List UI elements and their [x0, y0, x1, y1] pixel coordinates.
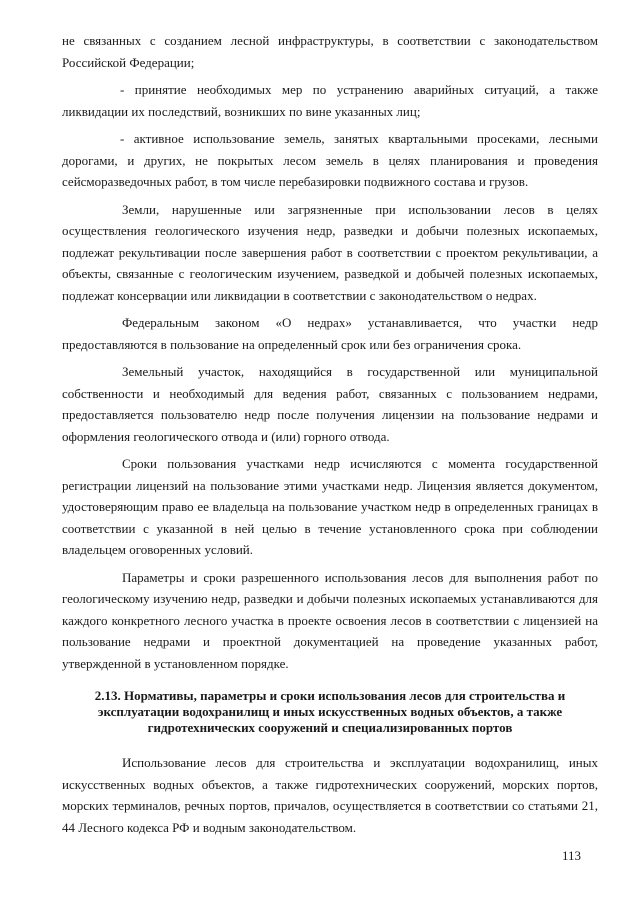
paragraph-license-terms: Сроки пользования участками недр исчисляются с момента государственной регистрации лицензий на пользование этими участками недр. Лицензия является документом, удостоверяющим право ее владельца на пользование участком недр в определенных границах в соответствии с указанной в ней целью в течение установленного срока при соблюдении владельцем оговоренных условий. — [62, 456, 598, 557]
list-item-land-use: - активное использование земель, занятых квартальными просеками, лесными дорогами, и других, не покрытых лесом земель в целях планирования и проведения сейсморазведочных работ, в том числе перебазировки подвижного состава и грузов. — [62, 131, 598, 189]
paragraph-reservoirs: Использование лесов для строительства и эксплуатации водохранилищ, иных искусственных водных объектов, а также гидротехнических сооружений, морских портов, морских терминалов, речных портов, причалов, осуществляется в соответствии со статьями 21, 44 Лесного кодекса РФ и водным законодательством. — [62, 755, 598, 835]
paragraph-recultivation: Земли, нарушенные или загрязненные при использовании лесов в целях осуществления геологического изучения недр, разведки и добычи полезных ископаемых, подлежат рекультивации после завершения работ в соответствии с проектом рекультивации, а объекты, связанные с геологическим изучением, разведкой и добычей полезных ископаемых, подлежат консервации или ликвидации в соответствии с законодательством о недрах. — [62, 201, 598, 303]
paragraph-parameters: Параметры и сроки разрешенного использования лесов для выполнения работ по геологическому изучению недр, разведки и добычи полезных ископаемых устанавливаются для каждого конкретного лесного участка в проекте освоения лесов в соответствии с лицензией на пользование недрами и проектной документацией на проведение указанных работ, утвержденной в установленном порядке. — [62, 569, 598, 671]
page-content — [62, 30, 598, 844]
list-item-emergency-measures: - принятие необходимых мер по устранению аварийных ситуаций, а также ликвидации их последствий, возникших по вине указанных лиц; — [62, 82, 598, 119]
page-number: 113 — [562, 848, 582, 863]
paragraph-subsoil-law: Федеральным законом «О недрах» устанавливается, что участки недр предоставляются в пользование на определенный срок или без ограничения срока. — [62, 315, 598, 352]
paragraph-land-plot: Земельный участок, находящийся в государственной или муниципальной собственности и необходимый для ведения работ, связанных с пользованием недрами, предоставляется пользователю недр после получения лицензии на пользование недрами и оформления геологического отвода и (или) горного отвода. — [62, 364, 598, 444]
paragraph-continuation: не связанных с созданием лесной инфраструктуры, в соответствии с законодательством Российской Федерации; — [62, 33, 598, 70]
section-heading: 2.13. Нормативы, параметры и сроки использования лесов для строительства и эксплуатации водохранилищ и иных искусственных водных объектов, а также гидротехнических сооружений и специализированных портов — [94, 688, 566, 735]
